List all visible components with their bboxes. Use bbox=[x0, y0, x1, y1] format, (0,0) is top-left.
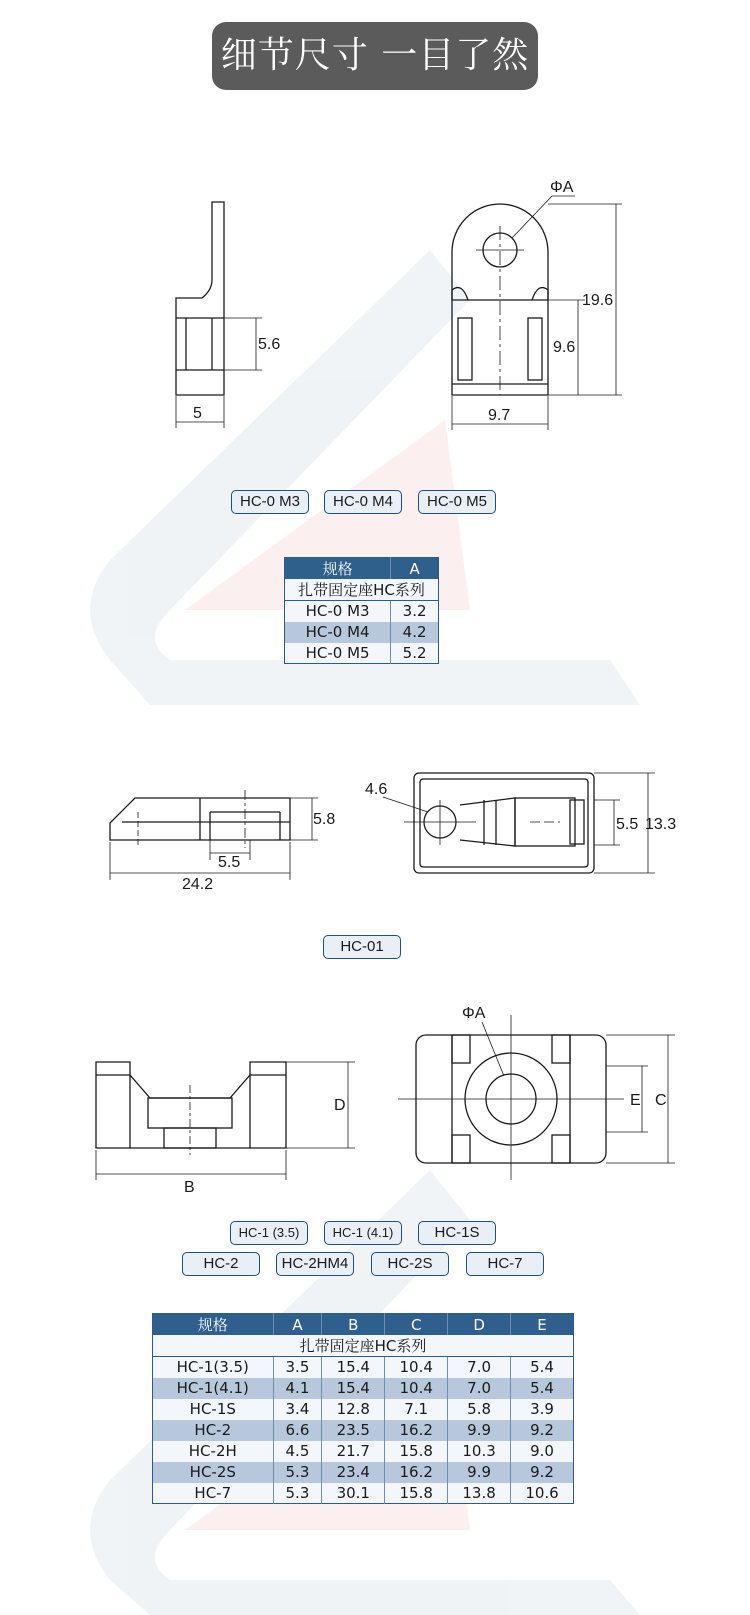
dim-base-height: 9.6 bbox=[553, 339, 576, 356]
table-cell: 12.8 bbox=[322, 1399, 385, 1420]
dim-slot-width: 5.5 bbox=[218, 854, 241, 871]
dim-e: E bbox=[630, 1092, 641, 1109]
table-row bbox=[153, 1441, 574, 1462]
table2-caption: 扎带固定座HC系列 bbox=[153, 1335, 574, 1357]
dim-d: D bbox=[334, 1097, 346, 1114]
tag-hc7: HC-7 bbox=[466, 1252, 544, 1276]
table-cell: 4.1 bbox=[273, 1378, 322, 1399]
table-cell: 30.1 bbox=[322, 1483, 385, 1504]
table-cell: 5.3 bbox=[273, 1483, 322, 1504]
dim-side-width: 5 bbox=[193, 405, 202, 422]
table1-header-a: A bbox=[391, 558, 439, 580]
table-cell: 10.6 bbox=[511, 1483, 574, 1504]
table-cell: 9.9 bbox=[448, 1420, 511, 1441]
table-cell: HC-1(4.1) bbox=[153, 1378, 274, 1399]
dim-c: C bbox=[655, 1092, 667, 1109]
table-cell: 7.0 bbox=[448, 1378, 511, 1399]
table-cell: 10.4 bbox=[385, 1357, 448, 1378]
table-row bbox=[153, 1399, 574, 1420]
tag-hc0-m5: HC-0 M5 bbox=[418, 490, 496, 514]
table-cell: HC-0 M5 bbox=[285, 643, 391, 664]
table-cell: HC-0 M4 bbox=[285, 622, 391, 643]
table2-header-a: A bbox=[273, 1314, 322, 1336]
hc01-technical-drawing bbox=[0, 760, 750, 900]
table-row bbox=[285, 601, 439, 622]
hc0-spec-table bbox=[284, 557, 439, 664]
dim-length: 24.2 bbox=[182, 876, 214, 893]
table-cell: 9.2 bbox=[511, 1420, 574, 1441]
tag-hc0-m3: HC-0 M3 bbox=[231, 490, 309, 514]
table-cell: 13.8 bbox=[448, 1483, 511, 1504]
table-cell: 15.4 bbox=[322, 1378, 385, 1399]
table-cell: 5.8 bbox=[448, 1399, 511, 1420]
tag-hc2: HC-2 bbox=[182, 1252, 260, 1276]
table-cell: 3.4 bbox=[273, 1399, 322, 1420]
table-cell: 9.0 bbox=[511, 1441, 574, 1462]
table-cell: 16.2 bbox=[385, 1420, 448, 1441]
table-cell: 16.2 bbox=[385, 1462, 448, 1483]
tag-hc2s: HC-2S bbox=[371, 1252, 449, 1276]
table-cell: 23.4 bbox=[322, 1462, 385, 1483]
table-cell: 4.2 bbox=[391, 622, 439, 643]
table2-header-e: E bbox=[511, 1314, 574, 1336]
table-cell: 10.4 bbox=[385, 1378, 448, 1399]
table-cell: HC-2H bbox=[153, 1441, 274, 1462]
table-row bbox=[153, 1378, 574, 1399]
hc-series-technical-drawing bbox=[0, 1000, 750, 1200]
table2-header-c: C bbox=[385, 1314, 448, 1336]
dim-front-width: 9.7 bbox=[488, 407, 511, 424]
dim-total-height: 19.6 bbox=[582, 292, 614, 309]
table-cell: 4.5 bbox=[273, 1441, 322, 1462]
tag-hc1s: HC-1S bbox=[418, 1221, 496, 1245]
table1-caption: 扎带固定座HC系列 bbox=[285, 579, 439, 601]
dim-hole-label: ΦA bbox=[462, 1005, 486, 1022]
table-cell: 15.8 bbox=[385, 1483, 448, 1504]
page-title-banner: 细节尺寸 一目了然 bbox=[212, 22, 538, 90]
dim-height: 5.8 bbox=[313, 811, 336, 828]
table-cell: 15.8 bbox=[385, 1441, 448, 1462]
table-cell: HC-7 bbox=[153, 1483, 274, 1504]
table-row bbox=[153, 1483, 574, 1504]
table-row bbox=[153, 1357, 574, 1378]
table-cell: HC-0 M3 bbox=[285, 601, 391, 622]
table-cell: 6.6 bbox=[273, 1420, 322, 1441]
tag-hc1-41: HC-1 (4.1) bbox=[324, 1221, 402, 1245]
table-cell: 9.2 bbox=[511, 1462, 574, 1483]
table2-header-d: D bbox=[448, 1314, 511, 1336]
hc0-technical-drawing bbox=[0, 160, 750, 450]
table-row bbox=[285, 643, 439, 664]
dim-side-height: 5.6 bbox=[258, 336, 281, 353]
dim-width: 13.3 bbox=[645, 816, 677, 833]
tag-hc0-m4: HC-0 M4 bbox=[324, 490, 402, 514]
tag-hc2hm4: HC-2HM4 bbox=[276, 1252, 354, 1276]
table-cell: HC-1S bbox=[153, 1399, 274, 1420]
table-row bbox=[153, 1420, 574, 1441]
table-cell: 15.4 bbox=[322, 1357, 385, 1378]
table-cell: 7.1 bbox=[385, 1399, 448, 1420]
table-cell: 21.7 bbox=[322, 1441, 385, 1462]
table-cell: 5.2 bbox=[391, 643, 439, 664]
table-cell: 3.9 bbox=[511, 1399, 574, 1420]
table2-header-spec: 规格 bbox=[153, 1314, 274, 1336]
table-cell: 23.5 bbox=[322, 1420, 385, 1441]
table-cell: 9.9 bbox=[448, 1462, 511, 1483]
dim-hole-label: ΦA bbox=[550, 179, 574, 196]
table-cell: HC-2S bbox=[153, 1462, 274, 1483]
dim-b: B bbox=[184, 1179, 195, 1196]
table-row bbox=[153, 1462, 574, 1483]
table2-header-b: B bbox=[322, 1314, 385, 1336]
table-cell: 3.5 bbox=[273, 1357, 322, 1378]
table-cell: HC-1(3.5) bbox=[153, 1357, 274, 1378]
table-cell: 5.4 bbox=[511, 1357, 574, 1378]
dim-inner-width: 5.5 bbox=[616, 816, 639, 833]
dim-hole-dia: 4.6 bbox=[365, 781, 388, 798]
table-cell: 3.2 bbox=[391, 601, 439, 622]
table1-header-spec: 规格 bbox=[285, 558, 391, 580]
table-row bbox=[285, 622, 439, 643]
table-cell: 7.0 bbox=[448, 1357, 511, 1378]
table-cell: HC-2 bbox=[153, 1420, 274, 1441]
table-cell: 5.4 bbox=[511, 1378, 574, 1399]
table-cell: 5.3 bbox=[273, 1462, 322, 1483]
hc-series-spec-table bbox=[152, 1313, 574, 1504]
tag-hc1-35: HC-1 (3.5) bbox=[230, 1221, 308, 1245]
tag-hc01: HC-01 bbox=[323, 935, 401, 959]
table-cell: 10.3 bbox=[448, 1441, 511, 1462]
